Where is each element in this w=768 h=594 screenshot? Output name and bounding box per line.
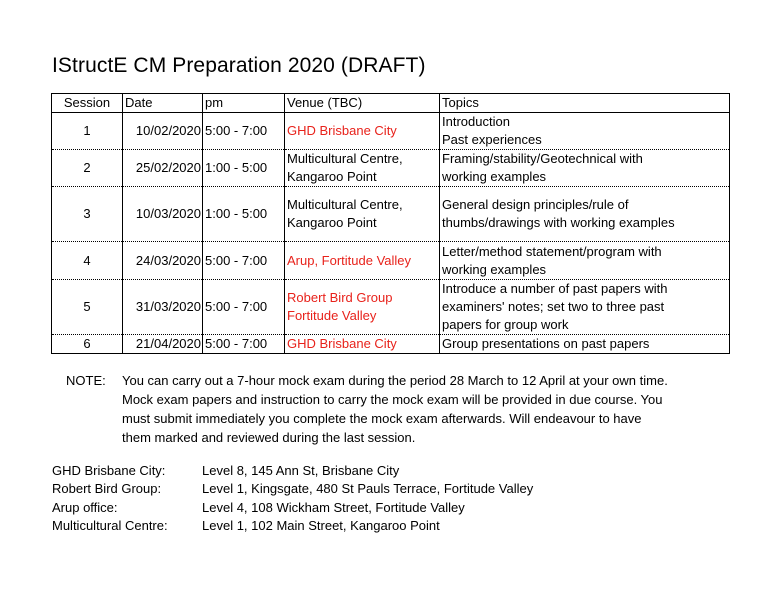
address-list (52, 462, 533, 535)
cell-session: 6 (52, 335, 123, 354)
cell-session: 5 (52, 280, 123, 335)
table-row (52, 187, 730, 242)
note-line: Mock exam papers and instruction to carry the mock exam will be provided in due course. You (122, 392, 663, 407)
cell-date: 21/04/2020 (123, 335, 203, 354)
venue-line: GHD Brisbane City (287, 336, 397, 351)
topic-line: Letter/method statement/program with (442, 243, 662, 259)
note-label: NOTE: (66, 373, 106, 388)
cell-venue (285, 150, 440, 187)
header-date: Date (123, 94, 203, 113)
cell-time: 5:00 - 7:00 (203, 113, 285, 150)
cell-date: 25/02/2020 (123, 150, 203, 187)
cell-topics (440, 280, 730, 335)
note-line: them marked and reviewed during the last session. (122, 430, 416, 445)
topic-line: working examples (442, 261, 547, 277)
table-row (52, 150, 730, 187)
address-value: Level 4, 108 Wickham Street, Fortitude Valley (202, 499, 465, 515)
cell-time: 5:00 - 7:00 (203, 280, 285, 335)
cell-date: 24/03/2020 (123, 242, 203, 280)
topic-line: Framing/stability/Geotechnical with (442, 151, 643, 166)
schedule-body (52, 113, 730, 354)
topic-line: Introduce a number of past papers with (442, 281, 668, 296)
venue-line: Fortitude Valley (287, 308, 377, 323)
topic-line: Past experiences (442, 132, 542, 147)
venue-line: Kangaroo Point (287, 215, 377, 230)
venue-line: Kangaroo Point (287, 169, 377, 184)
address-value: Level 1, Kingsgate, 480 St Pauls Terrace, Fortitude Valley (202, 481, 534, 497)
header-topics: Topics (440, 94, 730, 113)
cell-topics (440, 150, 730, 187)
cell-venue (285, 280, 440, 335)
note-text (122, 371, 712, 447)
cell-session: 3 (52, 187, 123, 242)
cell-session: 4 (52, 242, 123, 280)
cell-session: 2 (52, 150, 123, 187)
venue-line: Arup, Fortitude Valley (287, 252, 412, 268)
address-name: Arup office: (52, 499, 118, 515)
cell-venue (285, 113, 440, 150)
cell-venue (285, 335, 440, 354)
cell-session: 1 (52, 113, 123, 150)
cell-venue (285, 187, 440, 242)
note-block (66, 371, 712, 447)
cell-venue (285, 242, 440, 280)
schedule-table (51, 93, 730, 354)
note-line: must submit immediately you complete the mock exam afterwards. Will endeavour to have (122, 411, 642, 426)
address-name: GHD Brisbane City: (52, 463, 166, 478)
topic-line: General design principles/rule of (442, 197, 629, 212)
table-header-row (52, 94, 730, 113)
venue-line: GHD Brisbane City (287, 123, 397, 138)
header-venue: Venue (TBC) (285, 94, 440, 113)
topic-line: examiners' notes; set two to three past (442, 299, 665, 314)
address-row (52, 480, 533, 498)
cell-topics (440, 242, 730, 280)
venue-line: Multicultural Centre, (287, 151, 403, 166)
cell-topics (440, 113, 730, 150)
cell-time: 1:00 - 5:00 (203, 187, 285, 242)
cell-date: 10/03/2020 (123, 187, 203, 242)
venue-line: Multicultural Centre, (287, 197, 403, 212)
topic-line: Introduction (442, 114, 510, 129)
page-title: IStructE CM Preparation 2020 (DRAFT) (52, 54, 426, 77)
cell-date: 31/03/2020 (123, 280, 203, 335)
cell-topics (440, 335, 730, 354)
address-row (52, 499, 533, 517)
venue-line: Robert Bird Group (287, 290, 393, 305)
address-value: Level 8, 145 Ann St, Brisbane City (202, 463, 400, 478)
address-row (52, 517, 533, 535)
cell-time: 1:00 - 5:00 (203, 150, 285, 187)
topic-line: Group presentations on past papers (442, 336, 650, 351)
address-name: Multicultural Centre: (52, 517, 168, 533)
topic-line: working examples (442, 169, 547, 184)
cell-topics (440, 187, 730, 242)
address-row (52, 462, 533, 480)
table-row (52, 335, 730, 354)
cell-time: 5:00 - 7:00 (203, 335, 285, 354)
cell-date: 10/02/2020 (123, 113, 203, 150)
address-value: Level 1, 102 Main Street, Kangaroo Point (202, 517, 440, 533)
cell-time: 5:00 - 7:00 (203, 242, 285, 280)
topic-line: papers for group work (442, 317, 569, 332)
table-row (52, 113, 730, 150)
address-name: Robert Bird Group: (52, 481, 162, 497)
header-session: Session (52, 94, 123, 113)
topic-line: thumbs/drawings with working examples (442, 215, 675, 230)
table-row (52, 280, 730, 335)
table-row (52, 242, 730, 280)
note-line: You can carry out a 7-hour mock exam during the period 28 March to 12 April at your own time. (122, 373, 668, 388)
header-pm: pm (203, 94, 285, 113)
